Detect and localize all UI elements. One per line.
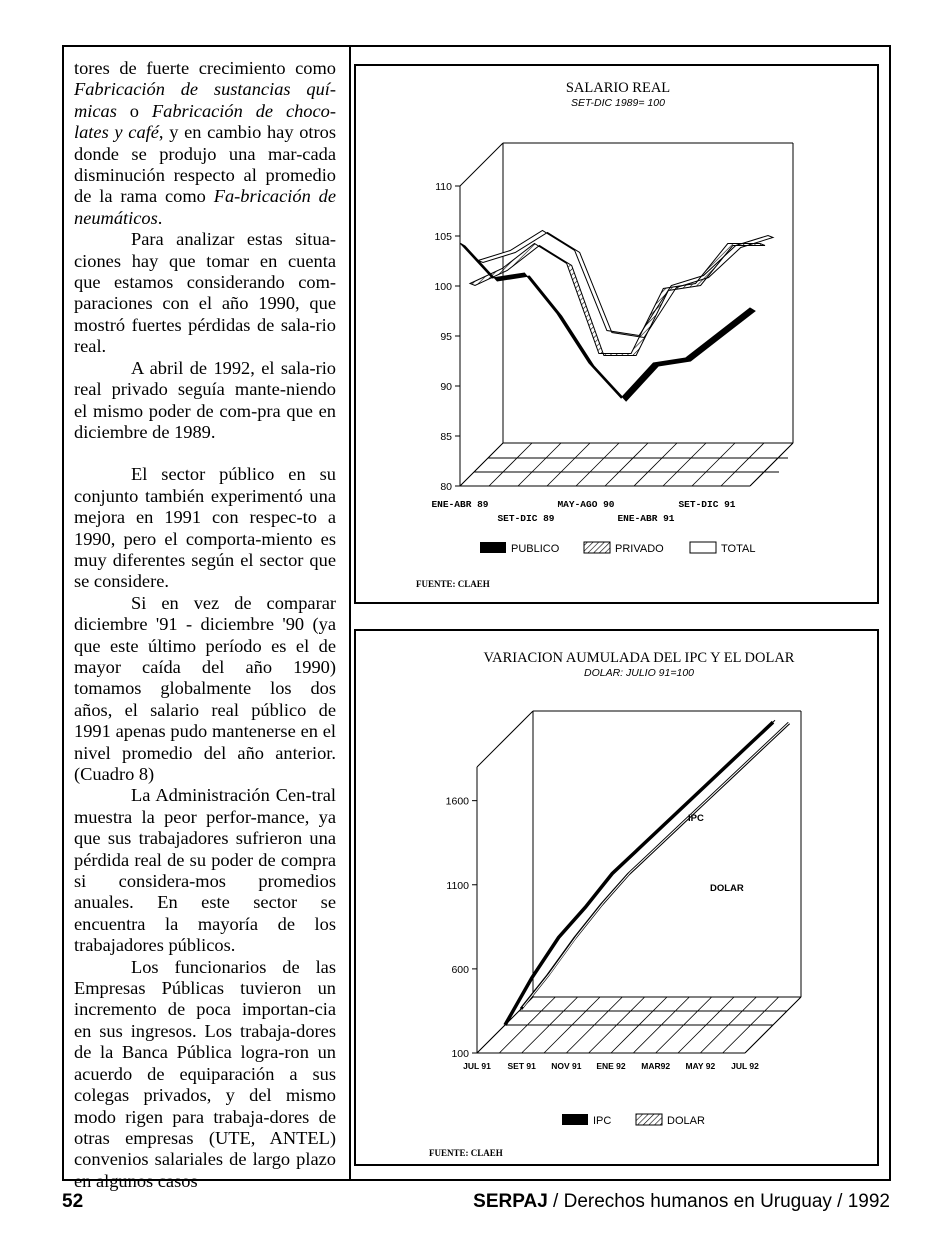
ipc-dolar-svg [356, 631, 876, 1163]
legend-label-total: TOTAL [721, 543, 756, 555]
chart1-title: SALARIO REAL [565, 80, 671, 96]
chart2-annotation-ipc: IPC [688, 813, 704, 824]
p1-italic-a: Fabricación de sustancias quí-micas [74, 79, 336, 121]
legend-swatch-ipc [562, 1114, 588, 1125]
p1-italic-c: Fa-bricación de neumáticos [74, 186, 336, 228]
chart1-subtitle: SET-DIC 1989= 100 [571, 97, 665, 109]
chart1-xtick-set-dic-89: SET-DIC 89 [497, 513, 555, 524]
legend-swatch-total [690, 542, 716, 553]
floor-line [721, 443, 764, 486]
y-tick-label: 1100 [446, 879, 469, 892]
x-tick-label: MAR92 [641, 1061, 671, 1071]
chart2-series [505, 720, 791, 1025]
chart1-y-ticks [434, 181, 460, 493]
chart2-annotation-dolar: DOLAR [710, 883, 744, 894]
floor-line [518, 443, 561, 486]
chart2-title: VARIACION AUMULADA DEL IPC Y EL DOLAR [483, 650, 795, 666]
series-dolar-line [521, 723, 789, 1009]
footer-publisher: SERPAJ [473, 1191, 548, 1212]
p1-text-b: o [116, 100, 152, 121]
y-tick-label: 90 [440, 381, 452, 393]
chart2-subtitle: DOLAR: JULIO 91=100 [583, 667, 695, 679]
y-tick-label: 100 [434, 281, 452, 293]
floor-line [692, 443, 735, 486]
body-text-column [74, 58, 336, 1191]
chart1-xtick-may-ago-90: MAY-AGO 90 [557, 499, 615, 510]
paragraph-5: Si en vez de comparar diciembre '91 - diciembre '90 (ya que este último período es el de mayor caída del año 1990) tomamos globalmente los dos años, el salario real público de 1991 apenas pudo mantenerse en el nivel promedio del año anterior. (Cuadro 8) [74, 592, 336, 784]
y-tick-label: 105 [434, 231, 452, 243]
y-tick-label: 1600 [445, 795, 469, 808]
y-tick-label: 110 [435, 181, 452, 193]
chart2-x-ticks [463, 1061, 759, 1071]
chart2-legend [562, 1114, 705, 1127]
paragraph-3: A abril de 1992, el sala-rio real privado seguía mante-niendo el mismo poder de com-pra que en diciembre de 1989. [74, 357, 336, 442]
chart1-source: FUENTE: CLAEH [416, 579, 490, 589]
salario-real-svg [356, 66, 876, 601]
chart2-y-ticks [446, 796, 477, 1060]
chart1-xtick-ene-abr-91: ENE-ABR 91 [617, 513, 675, 524]
paragraph-6: La Administración Cen-tral muestra la peor perfor-mance, ya que sus trabajadores sufrieron una pérdida real de su poder de compra si considera-mos promedios anuales. En este sector se encuentra la mayoría de los trabajadores públicos. [74, 785, 336, 956]
floor-line [489, 443, 532, 486]
chart1-floor-grid [460, 443, 793, 486]
salario-real-chart [354, 64, 879, 604]
p1-italic-b: Fabricación de choco-lates y café [74, 100, 336, 143]
x-tick-label: SET 91 [507, 1061, 536, 1071]
y-tick-label: 85 [440, 431, 452, 443]
y-tick-label: 100 [451, 1048, 469, 1060]
floor-line [663, 443, 706, 486]
x-tick-label: JUL 92 [731, 1061, 759, 1071]
x-tick-label: NOV 91 [551, 1061, 582, 1071]
chart1-legend [480, 542, 755, 555]
footer-rest: / Derechos humanos en Uruguay / 1992 [547, 1191, 890, 1212]
page-number: 52 [62, 1191, 84, 1212]
y-tick-label: 600 [451, 963, 469, 976]
column-divider [349, 45, 351, 1181]
y-tick-label: 95 [440, 331, 452, 343]
floor-line [547, 443, 590, 486]
floor-line [460, 443, 503, 486]
p1-text-c: , y en cambio hay otros donde se produjo una mar-cada disminución respecto al promedio de la rama como [74, 122, 336, 207]
legend-swatch-privado [584, 542, 610, 553]
paragraph-1 [74, 58, 336, 229]
series-dolar-edge [523, 721, 791, 1007]
ipc-dolar-chart [354, 629, 879, 1166]
chart2-source: FUENTE: CLAEH [429, 1148, 503, 1158]
floor-line [634, 443, 677, 486]
chart1-xtick-ene-abr-89: ENE-ABR 89 [431, 499, 489, 510]
paragraph-2: Para analizar estas situa-ciones hay que tomar en cuenta que estamos considerando com-paraciones con el año 1990, que mostró fuertes pérdidas de sala-rio real. [74, 229, 336, 357]
floor-line [605, 443, 648, 486]
legend-swatch-publico [480, 542, 506, 553]
legend-label-privado: PRIVADO [615, 543, 664, 555]
p1-text-d: . [157, 207, 163, 228]
y-tick-label: 80 [440, 481, 452, 493]
x-tick-label: ENE 92 [596, 1061, 626, 1071]
floor-line [750, 443, 793, 486]
legend-swatch-dolar [636, 1114, 662, 1125]
x-tick-label: JUL 91 [463, 1061, 491, 1071]
paragraph-4: El sector público en su conjunto también experimentó una mejora en 1991 con respec-to a 1990, pero el comporta-miento es muy diferentes según el sector que se considere. [74, 464, 336, 592]
series-privado-ribbon [470, 244, 765, 356]
chart1-series [460, 231, 773, 402]
x-tick-label: MAY 92 [685, 1061, 716, 1071]
chart1-xtick-set-dic-91: SET-DIC 91 [678, 499, 736, 510]
floor-line [576, 443, 619, 486]
running-footer [473, 1191, 890, 1213]
legend-label-publico: PUBLICO [511, 543, 560, 555]
p1-text-a: tores de fuerte crecimiento como [74, 58, 336, 78]
legend-label-dolar: DOLAR [667, 1115, 705, 1127]
legend-label-ipc: IPC [593, 1115, 612, 1127]
paragraph-7: Los funcionarios de las Empresas Públicas tuvieron un incremento de poca importan-cia en sus ingresos. Los trabaja-dores de la Banca Pública logra-ron un acuerdo de equiparación a sus colegas privados, y del mismo modo rigen para trabaja-dores de otras empresas (UTE, ANTEL) convenios salariales de largo plazo en algunos casos [74, 956, 336, 1191]
